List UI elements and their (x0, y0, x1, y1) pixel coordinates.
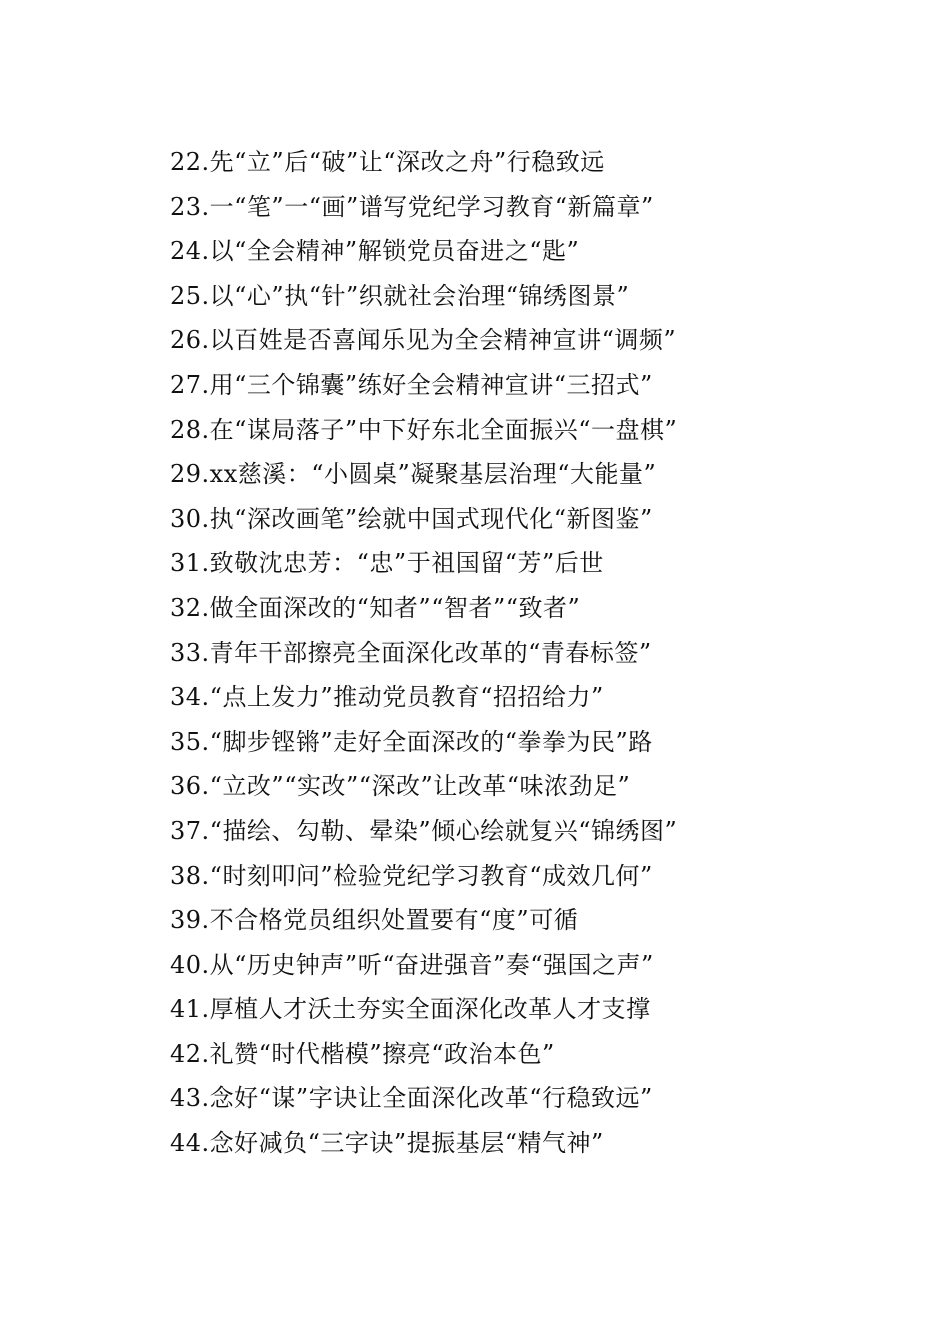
list-item: 23.一“笔”一“画”谱写党纪学习教育“新篇章” (170, 192, 654, 221)
list-item: 28.在“谋局落子”中下好东北全面振兴“一盘棋” (170, 415, 678, 444)
list-item: 33.青年干部擦亮全面深化改革的“青春标签” (170, 638, 652, 667)
list-item: 32.做全面深改的“知者”“智者”“致者” (170, 593, 581, 622)
list-item: 27.用“三个锦囊”练好全会精神宣讲“三招式” (170, 370, 653, 399)
list-item: 29.xx慈溪：“小圆桌”凝聚基层治理“大能量” (170, 460, 657, 489)
list-item: 39.不合格党员组织处置要有“度”可循 (170, 906, 579, 935)
list-item: 43.念好“谋”字诀让全面深化改革“行稳致远” (170, 1084, 653, 1113)
list-item: 25.以“心”执“针”织就社会治理“锦绣图景” (170, 281, 630, 310)
list-item: 37.“描绘、勾勒、晕染”倾心绘就复兴“锦绣图” (170, 816, 678, 845)
list-item: 31.致敬沈忠芳：“忠”于祖国留“芳”后世 (170, 549, 604, 578)
list-item: 40.从“历史钟声”听“奋进强音”奏“强国之声” (170, 950, 654, 979)
list-item: 42.礼赞“时代楷模”擦亮“政治本色” (170, 1039, 555, 1068)
list-item: 35.“脚步铿锵”走好全面深改的“拳拳为民”路 (170, 727, 653, 756)
list-item: 38.“时刻叩问”检验党纪学习教育“成效几何” (170, 861, 653, 890)
title-list (170, 140, 810, 1166)
list-item: 36.“立改”“实改”“深改”让改革“味浓劲足” (170, 772, 631, 801)
list-item: 41.厚植人才沃土夯实全面深化改革人才支撑 (170, 995, 651, 1024)
list-item: 30.执“深改画笔”绘就中国式现代化“新图鉴” (170, 504, 653, 533)
list-item: 24.以“全会精神”解锁党员奋进之“匙” (170, 237, 580, 266)
list-item: 44.念好减负“三字诀”提振基层“精气神” (170, 1129, 604, 1158)
list-item: 26.以百姓是否喜闻乐见为全会精神宣讲“调频” (170, 326, 677, 355)
list-item: 34.“点上发力”推动党员教育“招招给力” (170, 683, 604, 712)
list-item: 22.先“立”后“破”让“深改之舟”行稳致远 (170, 148, 605, 176)
